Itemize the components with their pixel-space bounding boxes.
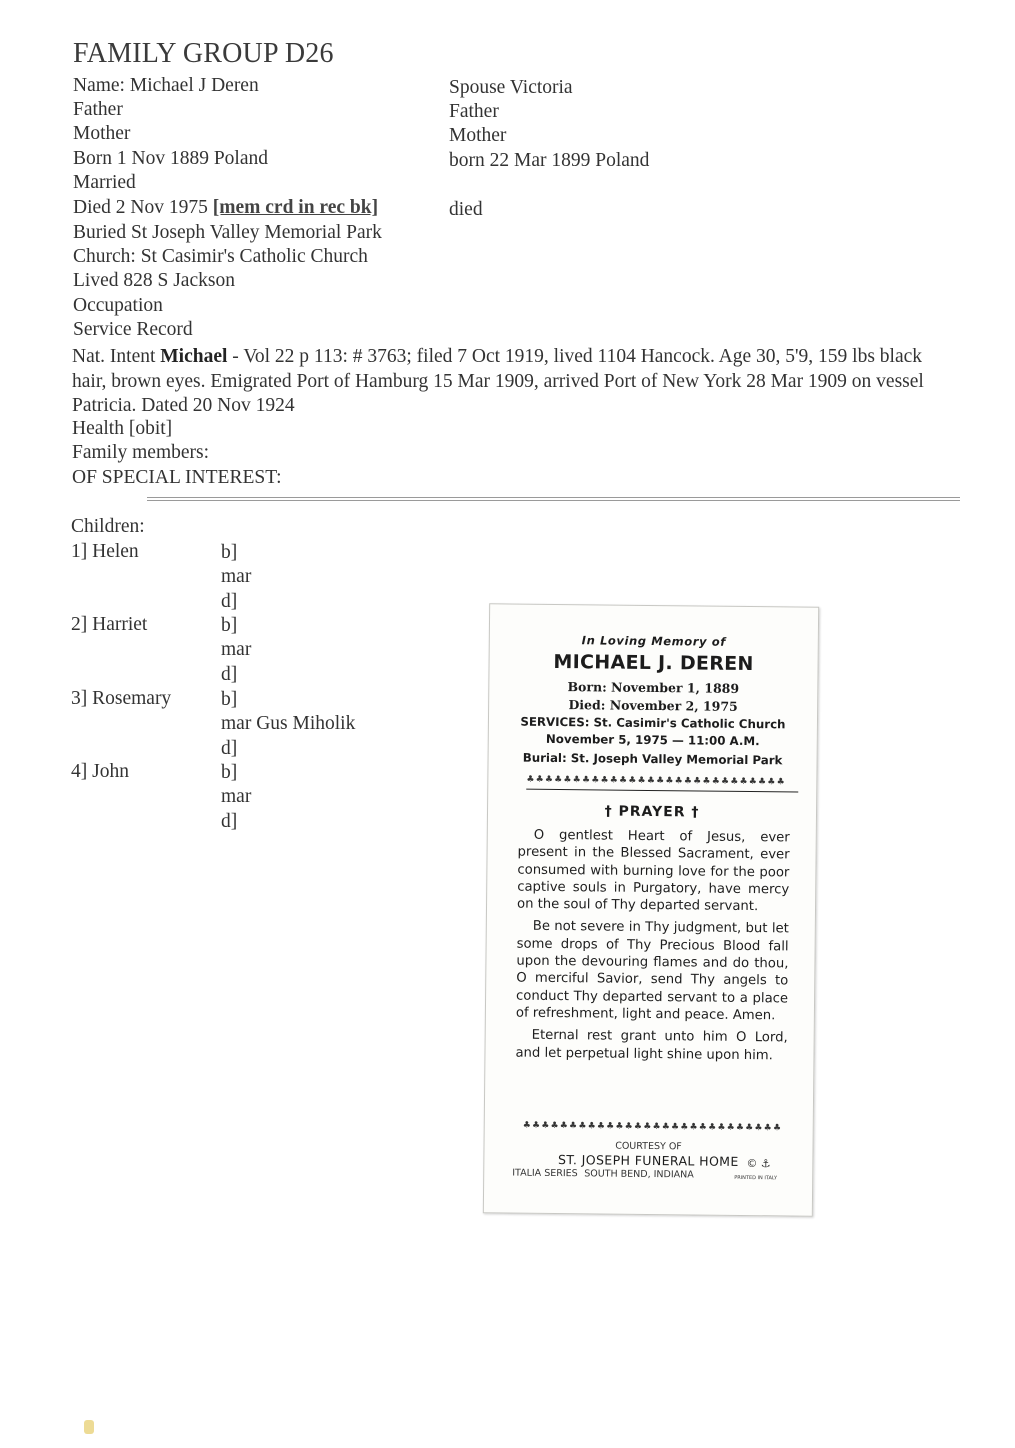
child-died: d] <box>221 738 238 759</box>
separator-line <box>147 497 960 501</box>
memorial-card-link[interactable]: [mem crd in rec bk] <box>212 197 379 218</box>
card-ornament-bottom: ♣♣♣♣♣♣♣♣♣♣♣♣♣♣♣♣♣♣♣♣♣♣♣♣♣♣♣♣ <box>522 1120 783 1134</box>
card-ornament-top: ♣♣♣♣♣♣♣♣♣♣♣♣♣♣♣♣♣♣♣♣♣♣♣♣♣♣♣♣ <box>526 774 786 788</box>
nat-prefix: Nat. Intent <box>72 346 161 367</box>
occupation-label: Occupation <box>73 295 163 316</box>
child-died: d] <box>221 664 238 685</box>
nat-details: - Vol 22 p 113: # 3763; filed 7 Oct 1919, lived 1104 Hancock. Age 30, 5'9, 159 lbs black hair, brown eyes. Emigrated Port of Hamburg 15 Mar 1909, arrived Port of New York 28 Mar 1909 on vessel Patricia. Dated 20 Nov 1924 <box>72 346 924 416</box>
child-name: 1] Helen <box>71 541 139 562</box>
yellow-smudge <box>84 1420 94 1434</box>
father-label: Father <box>73 99 123 120</box>
buried-line: Buried St Joseph Valley Memorial Park <box>73 222 382 243</box>
card-courtesy: COURTESY OF <box>615 1140 682 1153</box>
child-died: d] <box>221 591 238 612</box>
card-printed-in-italy: PRINTED IN ITALY <box>734 1174 778 1182</box>
card-prayer-paragraph: Eternal rest grant unto him O Lord, and let perpetual light shine upon him. <box>515 1028 788 1063</box>
memorial-card <box>483 603 819 1216</box>
card-prayer-heading: † PRAYER † <box>604 803 700 821</box>
special-interest-label: OF SPECIAL INTEREST: <box>72 467 282 488</box>
child-married: mar <box>221 786 252 807</box>
nat-name: Michael <box>160 346 228 367</box>
died-line <box>73 196 378 220</box>
card-service-date: November 5, 1975 — 11:00 A.M. <box>545 731 760 749</box>
card-italia-series: ITALIA SERIES <box>512 1167 578 1180</box>
page-title: FAMILY GROUP D26 <box>73 38 334 69</box>
card-in-loving-memory: In Loving Memory of <box>581 633 726 649</box>
child-name: 2] Harriet <box>71 614 148 635</box>
card-died: Died: November 2, 1975 <box>568 697 738 714</box>
card-deceased-name: MICHAEL J. DEREN <box>553 650 754 676</box>
children-label: Children: <box>71 516 145 537</box>
card-prayer-text <box>515 827 789 1070</box>
service-record-label: Service Record <box>73 319 193 340</box>
card-burial: Burial: St. Joseph Valley Memorial Park <box>522 750 783 768</box>
card-city: SOUTH BEND, INDIANA <box>584 1168 694 1181</box>
spouse-born-line: born 22 Mar 1899 Poland <box>449 150 650 171</box>
card-services: SERVICES: St. Casimir's Catholic Church <box>520 714 786 732</box>
child-born: b] <box>221 615 238 636</box>
church-line: Church: St Casimir's Catholic Church <box>73 246 368 267</box>
card-rule-top <box>526 789 798 793</box>
died-text: Died 2 Nov 1975 <box>73 197 208 218</box>
spouse-line: Spouse Victoria <box>449 77 573 98</box>
child-married: mar <box>221 639 252 660</box>
mother-label: Mother <box>73 123 131 144</box>
child-born: b] <box>221 689 238 710</box>
naturalization-paragraph <box>72 345 952 419</box>
spouse-mother-label: Mother <box>449 125 507 146</box>
child-born: b] <box>221 542 238 563</box>
child-married: mar <box>221 566 252 587</box>
child-died: d] <box>221 811 238 832</box>
child-born: b] <box>221 762 238 783</box>
born-line: Born 1 Nov 1889 Poland <box>73 148 268 169</box>
card-emblem-icon: © ⚓ <box>746 1157 771 1171</box>
lived-line: Lived 828 S Jackson <box>73 270 235 291</box>
family-members-label: Family members: <box>72 442 210 463</box>
card-born: Born: November 1, 1889 <box>567 679 740 696</box>
card-prayer-paragraph: O gentlest Heart of Jesus, ever present in the Blessed Sacrament, ever consumed with burning love for the poor captive souls in Purgatory, have mercy on the soul of Thy departed servant. <box>516 827 790 915</box>
name-line: Name: Michael J Deren <box>73 75 259 96</box>
spouse-died-label: died <box>449 199 483 220</box>
card-prayer-paragraph: Be not severe in Thy judgment, but let some drops of Thy Precious Blood fall upon the devouring flames and do thou, O merciful Savior, send Thy angels to conduct Thy departed servant to a place of refreshment, light and peace. Amen. <box>515 919 789 1024</box>
child-name: 4] John <box>71 761 129 782</box>
health-line: Health [obit] <box>72 418 173 439</box>
married-label: Married <box>73 172 136 193</box>
spouse-father-label: Father <box>449 101 499 122</box>
card-funeral-home: ST. JOSEPH FUNERAL HOME <box>557 1152 739 1169</box>
child-married: mar Gus Miholik <box>221 713 356 734</box>
child-name: 3] Rosemary <box>71 688 172 709</box>
